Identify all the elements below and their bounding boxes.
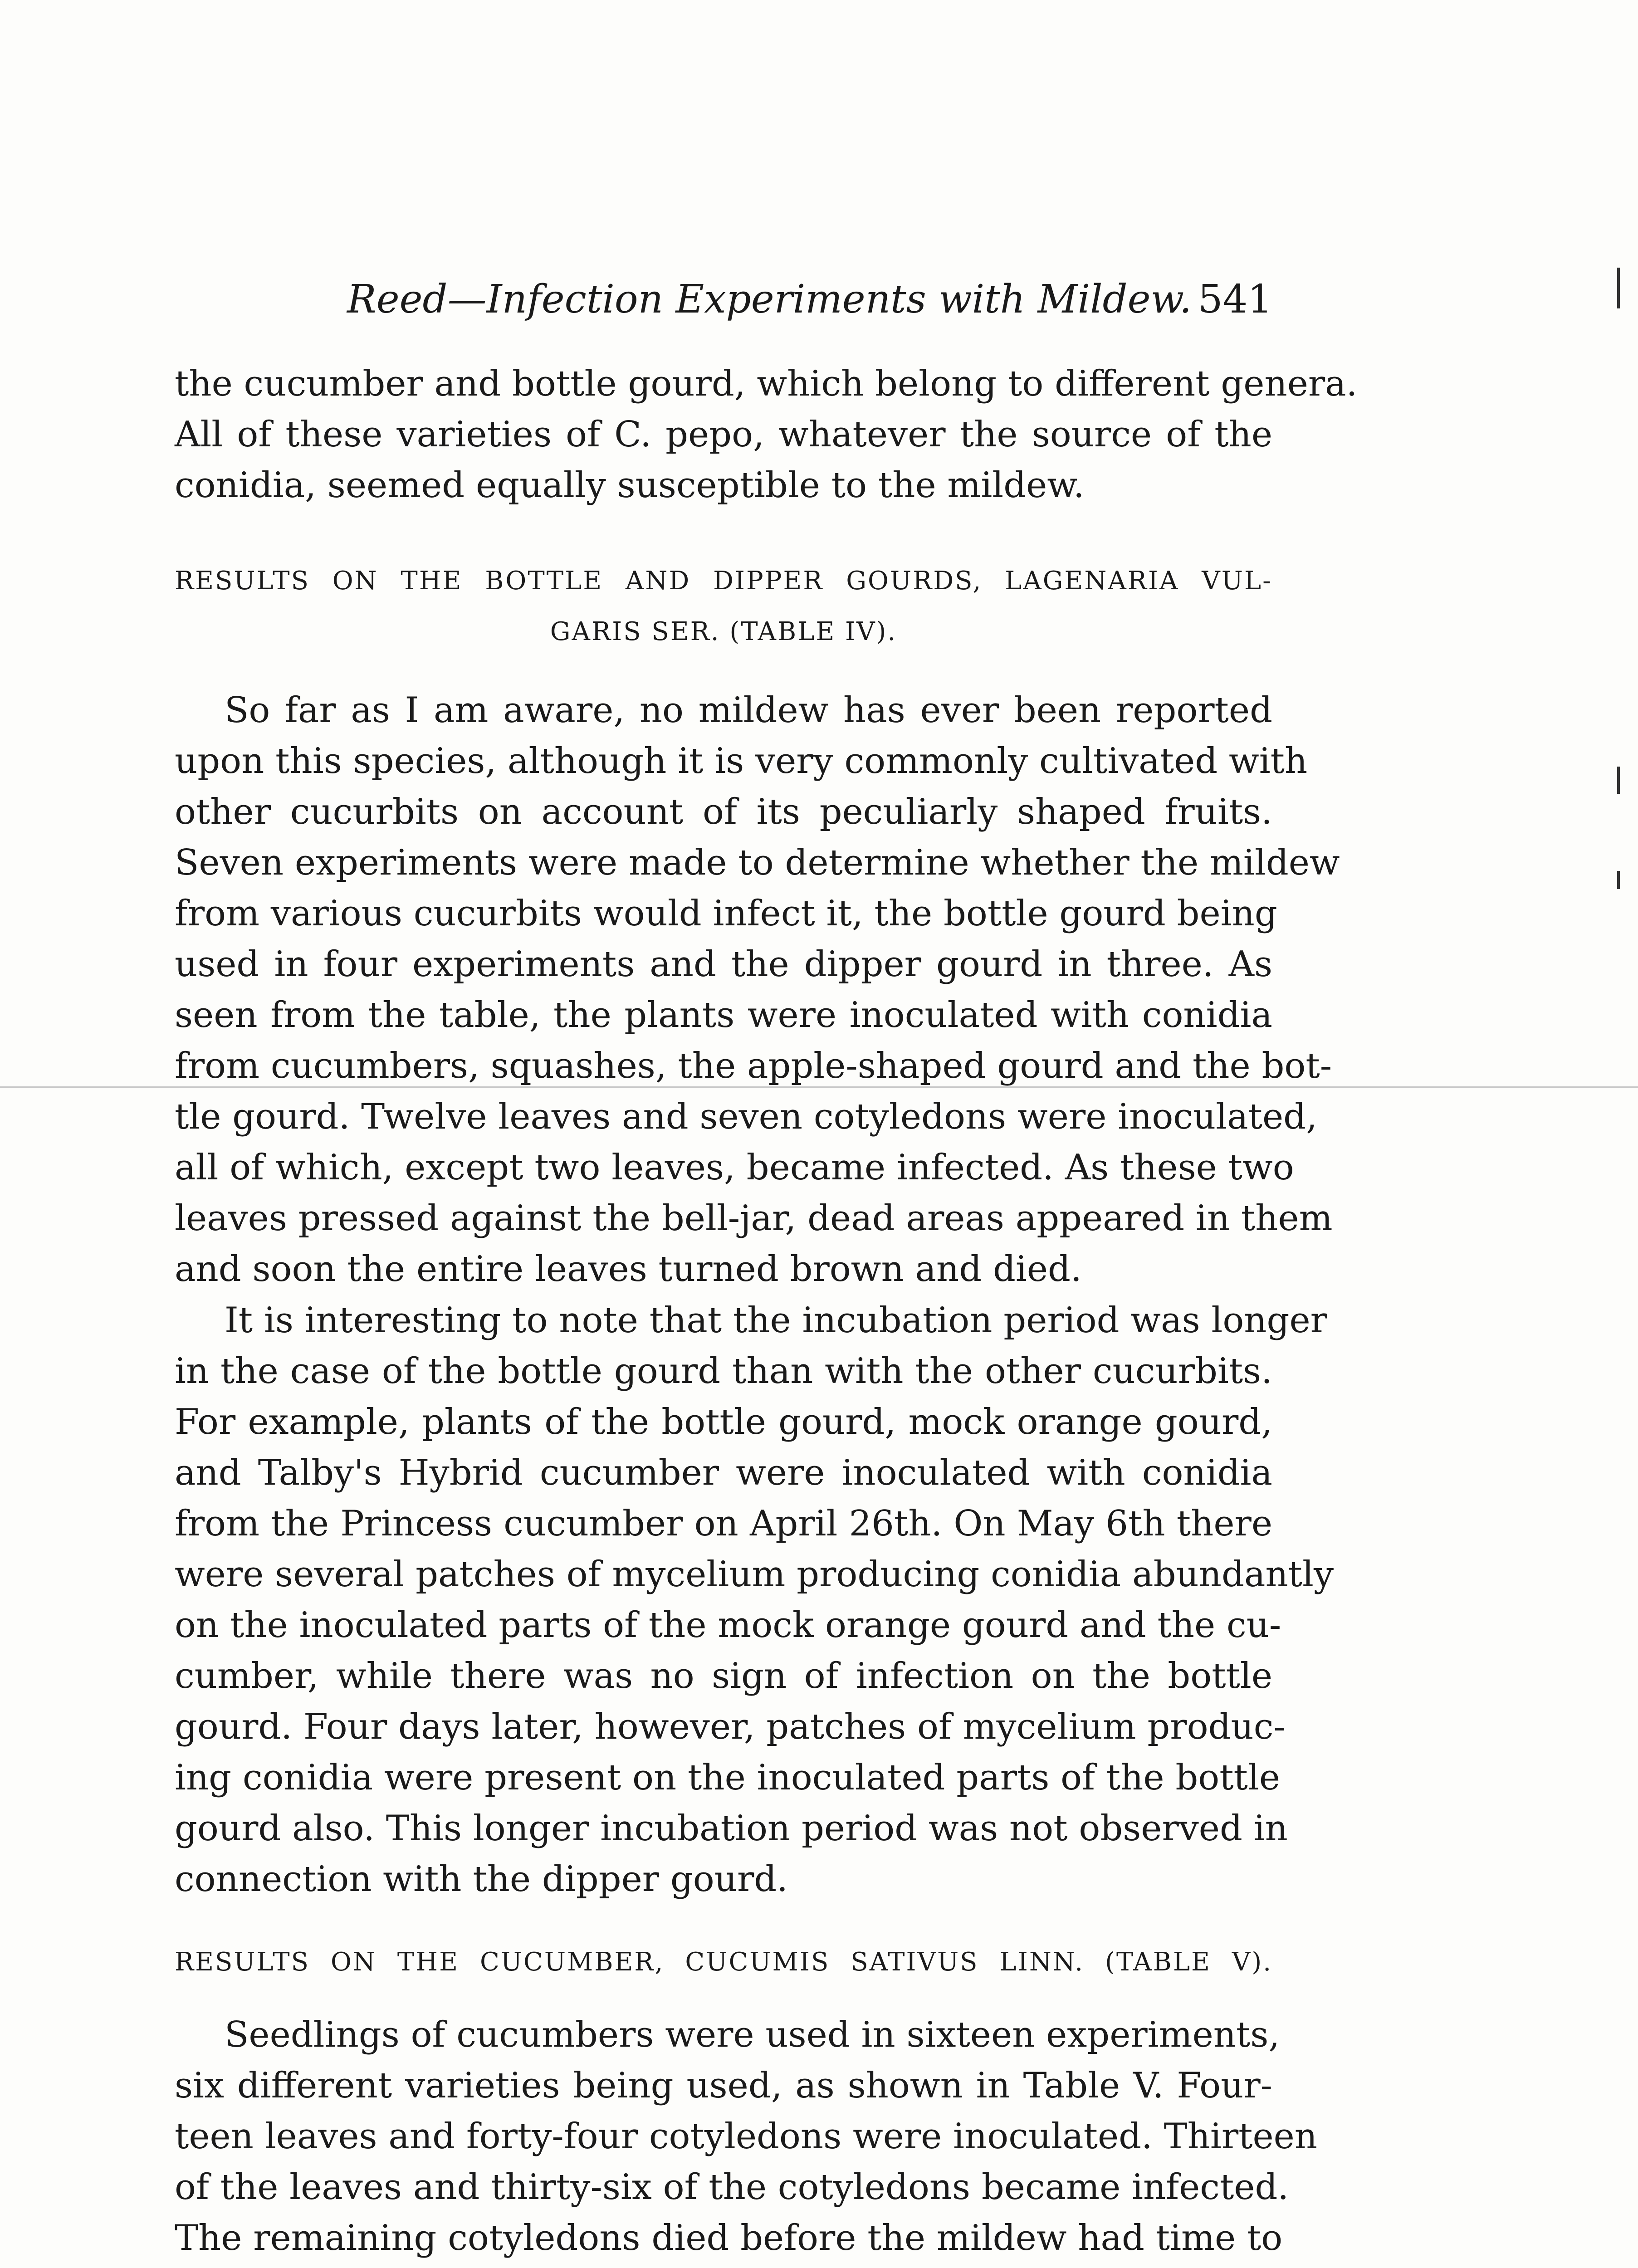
text-line: conidia, seemed equally susceptible to the mildew. xyxy=(175,465,1085,506)
text-line: teen leaves and forty-four cotyledons were inoculated. Thirteen xyxy=(175,2116,1318,2157)
text-line: gourd also. This longer incubation period was not observed in xyxy=(175,1808,1288,1849)
heading-line: RESULTS ON THE BOTTLE AND DIPPER GOURDS, LAGENARIA VUL- xyxy=(175,566,1272,596)
scan-edge-mark xyxy=(1617,767,1620,794)
scan-edge-mark xyxy=(1617,871,1620,889)
text-line: The remaining cotyledons died before the mildew had time to xyxy=(175,2218,1283,2258)
bottle-gourd-paragraph-1 xyxy=(175,685,1340,1295)
text-line: the cucumber and bottle gourd, which belong to different genera. xyxy=(175,363,1358,404)
text-line: So far as I am aware, no mildew has ever been reported xyxy=(225,690,1272,731)
text-line: from the Princess cucumber on April 26th. On May 6th there xyxy=(175,1503,1272,1544)
text-line: six different varieties being used, as shown in Table V. Four- xyxy=(175,2065,1272,2106)
cucumber-paragraph-1 xyxy=(175,2009,1318,2263)
heading-line: RESULTS ON THE CUCUMBER, CUCUMIS SATIVUS LINN. (TABLE V). xyxy=(175,1947,1272,1977)
bottle-gourd-paragraph-2 xyxy=(175,1295,1334,1905)
intro-paragraph xyxy=(175,358,1358,511)
text-line: on the inoculated parts of the mock orange gourd and the cu- xyxy=(175,1605,1281,1646)
text-line: upon this species, although it is very commonly cultivated with xyxy=(175,741,1308,782)
text-line: and soon the entire leaves turned brown and died. xyxy=(175,1249,1082,1290)
text-line: of the leaves and thirty-six of the cotyledons became infected. xyxy=(175,2167,1289,2208)
text-line: It is interesting to note that the incubation period was longer xyxy=(225,1300,1327,1341)
text-line: seen from the table, the plants were inoculated with conidia xyxy=(175,995,1272,1036)
text-line: leaves pressed against the bell-jar, dead areas appeared in them xyxy=(175,1198,1333,1239)
text-line: were several patches of mycelium producing conidia abundantly xyxy=(175,1554,1334,1595)
heading-line: GARIS SER. (TABLE IV). xyxy=(550,617,897,646)
text-line: All of these varieties of C. pepo, whatever the source of the xyxy=(175,414,1272,455)
text-line: in the case of the bottle gourd than with the other cucurbits. xyxy=(175,1351,1272,1392)
running-head xyxy=(175,272,1272,327)
running-head-title: Reed—Infection Experiments with Mildew. xyxy=(347,277,1192,322)
text-line: gourd. Four days later, however, patches of mycelium produc- xyxy=(175,1706,1286,1747)
text-line: tle gourd. Twelve leaves and seven cotyledons were inoculated, xyxy=(175,1096,1317,1137)
text-line: cumber, while there was no sign of infection on the bottle xyxy=(175,1656,1272,1696)
section-heading-bottle-gourds xyxy=(175,556,1272,657)
text-line: For example, plants of the bottle gourd, mock orange gourd, xyxy=(175,1402,1272,1442)
scan-edge-mark xyxy=(1617,268,1620,308)
page-number: 541 xyxy=(1198,277,1272,322)
text-line: ing conidia were present on the inoculated parts of the bottle xyxy=(175,1757,1281,1798)
section-heading-cucumber xyxy=(175,1937,1272,1988)
text-line: and Talby's Hybrid cucumber were inoculated with conidia xyxy=(175,1452,1272,1493)
text-line: other cucurbits on account of its peculiarly shaped fruits. xyxy=(175,792,1272,832)
text-line: Seedlings of cucumbers were used in sixteen experiments, xyxy=(225,2014,1280,2055)
text-line: used in four experiments and the dipper gourd in three. As xyxy=(175,944,1272,985)
text-line: connection with the dipper gourd. xyxy=(175,1859,788,1900)
text-line: from various cucurbits would infect it, the bottle gourd being xyxy=(175,893,1277,934)
text-line: from cucumbers, squashes, the apple-shaped gourd and the bot- xyxy=(175,1046,1332,1086)
text-line: all of which, except two leaves, became infected. As these two xyxy=(175,1147,1294,1188)
text-line: Seven experiments were made to determine whether the mildew xyxy=(175,842,1340,883)
